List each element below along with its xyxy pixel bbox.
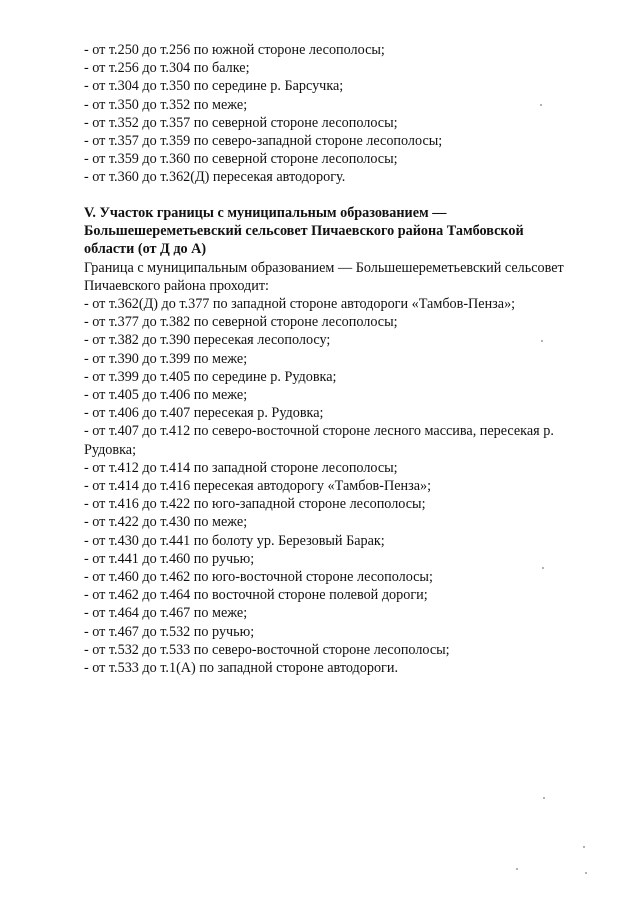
list-item: - от т.464 до т.467 по меже; bbox=[84, 605, 248, 622]
list-item: - от т.250 до т.256 по южной стороне лесополосы; bbox=[84, 42, 385, 58]
section-heading-line: V. Участок границы с муниципальным образованием — bbox=[84, 205, 447, 221]
list-item: - от т.304 до т.350 по середине р. Барсучка; bbox=[84, 78, 344, 95]
list-item: - от т.430 до т.441 по болоту ур. Березовый Барак; bbox=[84, 532, 385, 549]
boundary-list-top bbox=[84, 41, 614, 187]
list-item: - от т.359 до т.360 по северной стороне лесополосы; bbox=[84, 151, 398, 168]
list-item: - от т.416 до т.422 по юго-западной стороне лесополосы; bbox=[84, 496, 426, 513]
section-heading-line: области (от Д до А) bbox=[84, 241, 207, 258]
list-item: - от т.422 до т.430 по меже; bbox=[84, 514, 248, 531]
list-item: - от т.399 до т.405 по середине р. Рудовка; bbox=[84, 368, 337, 385]
list-item: - от т.362(Д) до т.377 по западной стороне автодороги «Тамбов-Пенза»; bbox=[84, 296, 516, 313]
list-item: - от т.256 до т.304 по балке; bbox=[84, 60, 250, 77]
list-item: - от т.390 до т.399 по меже; bbox=[84, 350, 248, 367]
section-intro bbox=[84, 259, 614, 295]
list-item: Рудовка; bbox=[84, 441, 137, 458]
boundary-list-section bbox=[84, 295, 614, 677]
list-item: - от т.382 до т.390 пересекая лесополосу; bbox=[84, 332, 331, 349]
list-item: - от т.412 до т.414 по западной стороне лесополосы; bbox=[84, 459, 398, 476]
scan-speck bbox=[583, 846, 585, 848]
scan-speck bbox=[541, 340, 543, 342]
scan-speck bbox=[542, 567, 544, 569]
list-item: - от т.357 до т.359 по северо-западной стороне лесополосы; bbox=[84, 133, 443, 150]
list-item: - от т.467 до т.532 по ручью; bbox=[84, 623, 255, 640]
list-item: - от т.462 до т.464 по восточной стороне полевой дороги; bbox=[84, 587, 428, 604]
scan-speck bbox=[540, 104, 542, 106]
list-item: - от т.532 до т.533 по северо-восточной стороне лесополосы; bbox=[84, 641, 450, 658]
list-item: - от т.405 до т.406 по меже; bbox=[84, 387, 248, 404]
list-item: - от т.407 до т.412 по северо-восточной стороне лесного массива, пересекая р. bbox=[84, 423, 554, 440]
scan-speck bbox=[516, 868, 518, 870]
list-item: - от т.360 до т.362(Д) пересекая автодорогу. bbox=[84, 169, 346, 186]
list-item: - от т.460 до т.462 по юго-восточной стороне лесополосы; bbox=[84, 569, 433, 586]
list-item: - от т.350 до т.352 по меже; bbox=[84, 96, 248, 113]
scan-speck bbox=[585, 872, 587, 874]
list-item: - от т.414 до т.416 пересекая автодорогу «Тамбов-Пенза»; bbox=[84, 478, 432, 495]
section-heading bbox=[84, 204, 614, 259]
section-intro-line: Граница с муниципальным образованием — Большешереметьевский сельсовет bbox=[84, 259, 564, 276]
section-intro-line: Пичаевского района проходит: bbox=[84, 277, 269, 294]
list-item: - от т.533 до т.1(А) по западной стороне автодороги. bbox=[84, 660, 399, 677]
list-item: - от т.441 до т.460 по ручью; bbox=[84, 550, 255, 567]
section-v bbox=[84, 204, 614, 677]
list-item: - от т.352 до т.357 по северной стороне лесополосы; bbox=[84, 114, 398, 131]
list-item: - от т.406 до т.407 пересекая р. Рудовка; bbox=[84, 405, 324, 422]
section-heading-line: Большешереметьевский сельсовет Пичаевского района Тамбовской bbox=[84, 223, 524, 240]
scan-speck bbox=[543, 797, 545, 799]
list-item: - от т.377 до т.382 по северной стороне лесополосы; bbox=[84, 314, 398, 331]
